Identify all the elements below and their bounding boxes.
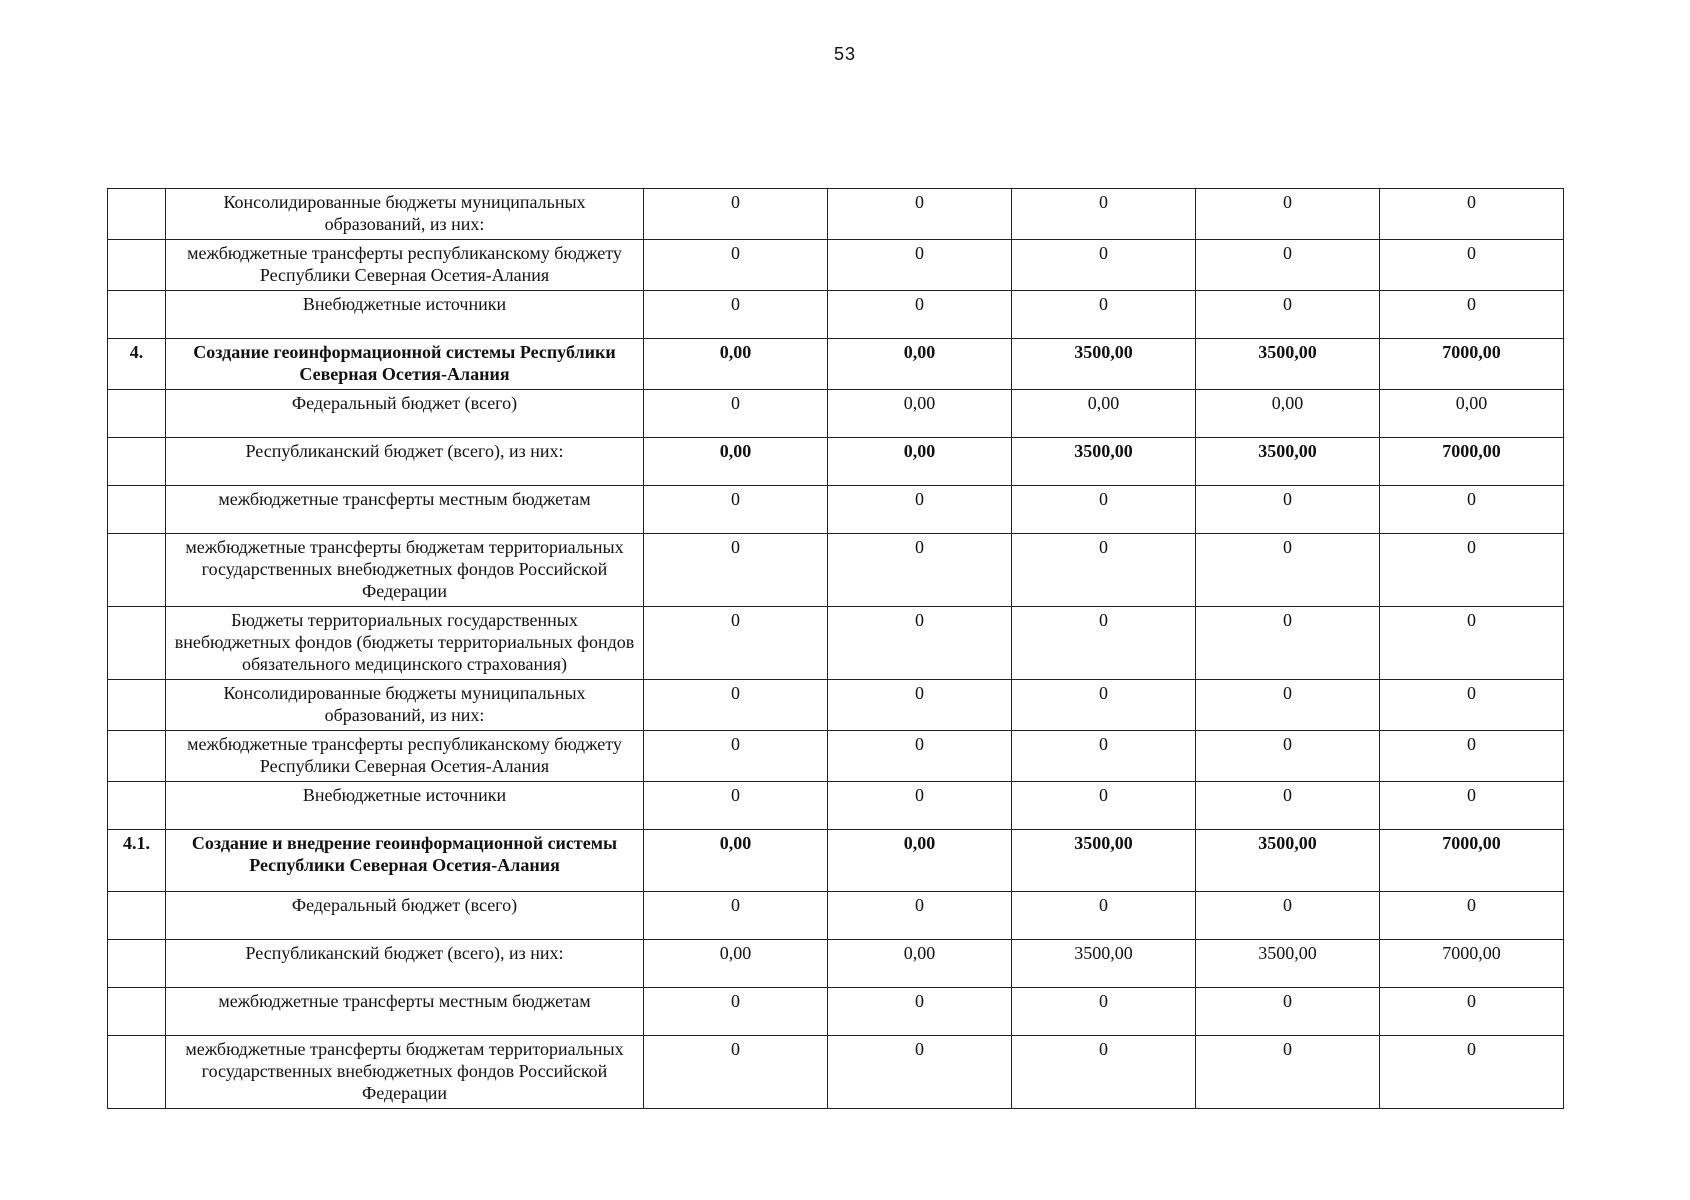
value-cell-year-2: 0: [828, 189, 1012, 240]
row-number-cell: [108, 892, 166, 940]
value-cell-year-4: 3500,00: [1196, 830, 1380, 892]
value-cell-year-3: 0,00: [1012, 390, 1196, 438]
value-cell-year-1: 0: [644, 731, 828, 782]
row-label-cell: Республиканский бюджет (всего), из них:: [166, 438, 644, 486]
value-cell-year-3: 0: [1012, 680, 1196, 731]
value-cell-year-4: 3500,00: [1196, 438, 1380, 486]
value-cell-year-3: 0: [1012, 534, 1196, 607]
row-label-cell: Федеральный бюджет (всего): [166, 892, 644, 940]
table-row: [108, 892, 1564, 940]
row-number-cell: [108, 940, 166, 988]
row-label-cell: Внебюджетные источники: [166, 291, 644, 339]
row-number-cell: [108, 680, 166, 731]
row-label-cell: межбюджетные трансферты республиканскому бюджету Республики Северная Осетия-Алания: [166, 731, 644, 782]
value-cell-year-2: 0: [828, 291, 1012, 339]
value-cell-year-1: 0: [644, 291, 828, 339]
table-row: [108, 607, 1564, 680]
value-cell-year-1: 0: [644, 892, 828, 940]
value-cell-year-4: 0: [1196, 240, 1380, 291]
row-label-cell: межбюджетные трансферты республиканскому бюджету Республики Северная Осетия-Алания: [166, 240, 644, 291]
value-cell-year-4: 0,00: [1196, 390, 1380, 438]
value-cell-year-1: 0: [644, 607, 828, 680]
value-cell-year-5: 7000,00: [1380, 339, 1564, 390]
value-cell-year-4: 0: [1196, 607, 1380, 680]
value-cell-year-2: 0,00: [828, 830, 1012, 892]
value-cell-year-5: 7000,00: [1380, 940, 1564, 988]
value-cell-year-4: 0: [1196, 534, 1380, 607]
table-row: [108, 680, 1564, 731]
row-label-cell: Консолидированные бюджеты муниципальных образований, из них:: [166, 189, 644, 240]
value-cell-year-3: 0: [1012, 892, 1196, 940]
table-row: [108, 940, 1564, 988]
value-cell-year-3: 0: [1012, 291, 1196, 339]
table-row: [108, 988, 1564, 1036]
value-cell-year-5: 0: [1380, 1036, 1564, 1109]
value-cell-year-4: 0: [1196, 988, 1380, 1036]
value-cell-year-1: 0: [644, 782, 828, 830]
row-number-cell: [108, 486, 166, 534]
value-cell-year-5: 0: [1380, 291, 1564, 339]
value-cell-year-1: 0: [644, 534, 828, 607]
row-number-cell: [108, 731, 166, 782]
value-cell-year-2: 0: [828, 1036, 1012, 1109]
value-cell-year-1: 0: [644, 988, 828, 1036]
value-cell-year-4: 3500,00: [1196, 339, 1380, 390]
value-cell-year-3: 0: [1012, 486, 1196, 534]
value-cell-year-2: 0: [828, 240, 1012, 291]
value-cell-year-4: 0: [1196, 1036, 1380, 1109]
value-cell-year-3: 0: [1012, 607, 1196, 680]
row-label-cell: межбюджетные трансферты местным бюджетам: [166, 486, 644, 534]
value-cell-year-1: 0: [644, 240, 828, 291]
row-label-cell: межбюджетные трансферты бюджетам территориальных государственных внебюджетных фондов Российской Федерации: [166, 1036, 644, 1109]
value-cell-year-5: 0: [1380, 988, 1564, 1036]
value-cell-year-1: 0,00: [644, 830, 828, 892]
value-cell-year-2: 0,00: [828, 390, 1012, 438]
value-cell-year-4: 0: [1196, 291, 1380, 339]
value-cell-year-2: 0: [828, 486, 1012, 534]
value-cell-year-2: 0: [828, 988, 1012, 1036]
value-cell-year-5: 0: [1380, 534, 1564, 607]
row-number-cell: 4.1.: [108, 830, 166, 892]
row-label-cell: Внебюджетные источники: [166, 782, 644, 830]
value-cell-year-5: 0: [1380, 680, 1564, 731]
value-cell-year-4: 0: [1196, 892, 1380, 940]
value-cell-year-3: 0: [1012, 731, 1196, 782]
value-cell-year-5: 0: [1380, 189, 1564, 240]
row-number-cell: [108, 438, 166, 486]
table-row: [108, 486, 1564, 534]
value-cell-year-1: 0,00: [644, 940, 828, 988]
table-row: [108, 782, 1564, 830]
row-number-cell: [108, 240, 166, 291]
value-cell-year-4: 0: [1196, 782, 1380, 830]
row-number-cell: [108, 390, 166, 438]
table-row: [108, 438, 1564, 486]
row-label-cell: Федеральный бюджет (всего): [166, 390, 644, 438]
value-cell-year-2: 0: [828, 782, 1012, 830]
value-cell-year-5: 0: [1380, 240, 1564, 291]
value-cell-year-1: 0: [644, 486, 828, 534]
row-number-cell: [108, 988, 166, 1036]
row-number-cell: [108, 534, 166, 607]
value-cell-year-3: 3500,00: [1012, 940, 1196, 988]
row-label-cell: Создание и внедрение геоинформационной системы Республики Северная Осетия-Алания: [166, 830, 644, 892]
row-label-cell: Консолидированные бюджеты муниципальных образований, из них:: [166, 680, 644, 731]
table-row: [108, 339, 1564, 390]
value-cell-year-4: 3500,00: [1196, 940, 1380, 988]
value-cell-year-5: 0: [1380, 486, 1564, 534]
value-cell-year-5: 0: [1380, 731, 1564, 782]
value-cell-year-5: 0: [1380, 892, 1564, 940]
table-row: [108, 189, 1564, 240]
value-cell-year-4: 0: [1196, 731, 1380, 782]
value-cell-year-5: 7000,00: [1380, 438, 1564, 486]
value-cell-year-3: 3500,00: [1012, 830, 1196, 892]
row-label-cell: Создание геоинформационной системы Республики Северная Осетия-Алания: [166, 339, 644, 390]
value-cell-year-2: 0: [828, 680, 1012, 731]
table-row: [108, 830, 1564, 892]
row-number-cell: 4.: [108, 339, 166, 390]
table-row: [108, 534, 1564, 607]
value-cell-year-4: 0: [1196, 189, 1380, 240]
value-cell-year-3: 0: [1012, 189, 1196, 240]
row-number-cell: [108, 1036, 166, 1109]
value-cell-year-1: 0: [644, 390, 828, 438]
table-row: [108, 731, 1564, 782]
row-label-cell: межбюджетные трансферты бюджетам территориальных государственных внебюджетных фондов Российской Федерации: [166, 534, 644, 607]
value-cell-year-3: 0: [1012, 240, 1196, 291]
value-cell-year-2: 0: [828, 731, 1012, 782]
table-row: [108, 390, 1564, 438]
page-number: 53: [833, 44, 857, 64]
row-number-cell: [108, 607, 166, 680]
table-row: [108, 240, 1564, 291]
value-cell-year-3: 0: [1012, 782, 1196, 830]
value-cell-year-3: 3500,00: [1012, 339, 1196, 390]
value-cell-year-1: 0: [644, 680, 828, 731]
value-cell-year-2: 0: [828, 534, 1012, 607]
value-cell-year-5: 0: [1380, 607, 1564, 680]
table-row: [108, 291, 1564, 339]
value-cell-year-5: 0,00: [1380, 390, 1564, 438]
value-cell-year-3: 0: [1012, 1036, 1196, 1109]
budget-table: [107, 188, 1564, 1109]
value-cell-year-2: 0: [828, 607, 1012, 680]
value-cell-year-2: 0,00: [828, 339, 1012, 390]
value-cell-year-2: 0,00: [828, 940, 1012, 988]
value-cell-year-2: 0,00: [828, 438, 1012, 486]
value-cell-year-3: 0: [1012, 988, 1196, 1036]
value-cell-year-3: 3500,00: [1012, 438, 1196, 486]
row-number-cell: [108, 291, 166, 339]
row-number-cell: [108, 189, 166, 240]
table-row: [108, 1036, 1564, 1109]
value-cell-year-2: 0: [828, 892, 1012, 940]
row-label-cell: Республиканский бюджет (всего), из них:: [166, 940, 644, 988]
value-cell-year-5: 7000,00: [1380, 830, 1564, 892]
row-label-cell: Бюджеты территориальных государственных внебюджетных фондов (бюджеты территориальных фондов обязательного медицинского страхования): [166, 607, 644, 680]
row-label-cell: межбюджетные трансферты местным бюджетам: [166, 988, 644, 1036]
value-cell-year-5: 0: [1380, 782, 1564, 830]
budget-table-body: [108, 189, 1564, 1109]
value-cell-year-1: 0: [644, 189, 828, 240]
value-cell-year-1: 0,00: [644, 339, 828, 390]
row-number-cell: [108, 782, 166, 830]
value-cell-year-1: 0: [644, 1036, 828, 1109]
value-cell-year-1: 0,00: [644, 438, 828, 486]
value-cell-year-4: 0: [1196, 486, 1380, 534]
value-cell-year-4: 0: [1196, 680, 1380, 731]
